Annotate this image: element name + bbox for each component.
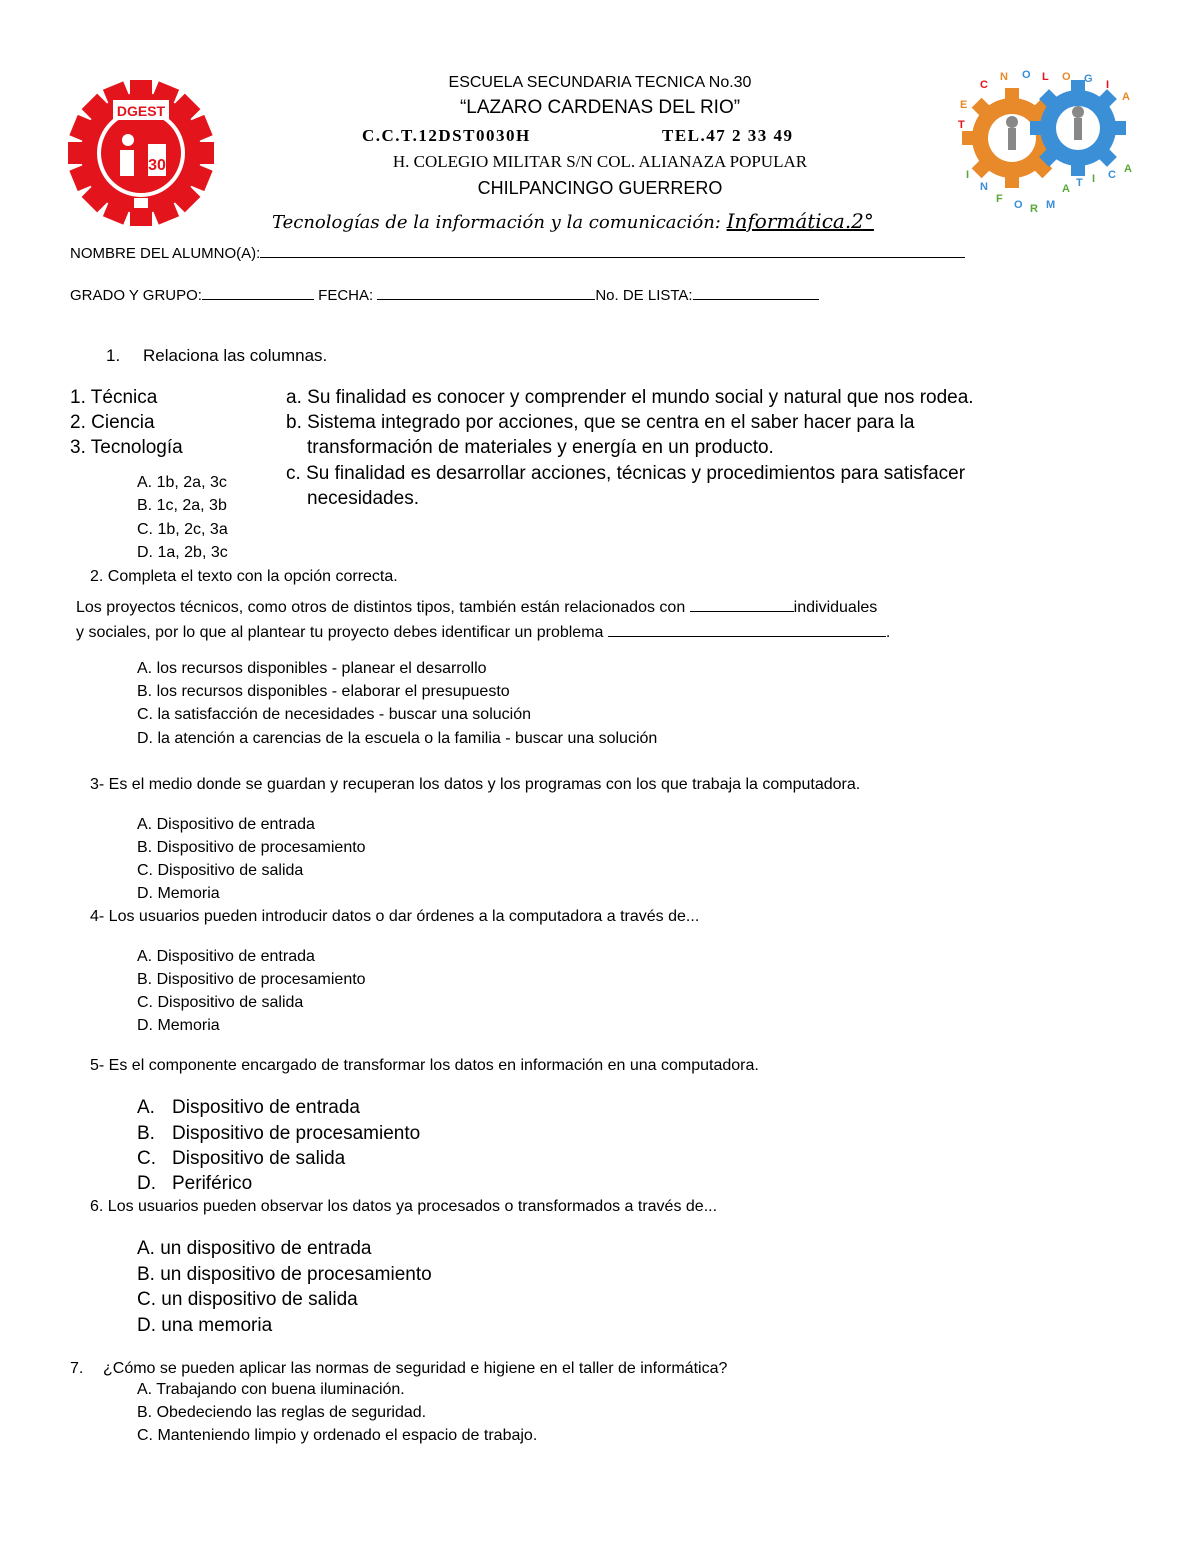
q2-option-a[interactable]: A. los recursos disponibles - planear el desarrollo bbox=[137, 660, 487, 677]
q2-prompt: 2. Completa el texto con la opción correcta. bbox=[90, 568, 398, 585]
svg-text:A: A bbox=[1062, 183, 1070, 195]
svg-text:30: 30 bbox=[148, 157, 166, 174]
svg-text:A: A bbox=[1122, 91, 1130, 103]
q5-option-d[interactable]: D. Periférico bbox=[137, 1173, 253, 1194]
school-title: “LAZARO CARDENAS DEL RIO” bbox=[459, 97, 741, 118]
cct-code: C.C.T.12DST0030H bbox=[362, 126, 531, 145]
q1-option-b[interactable]: B. 1c, 2a, 3b bbox=[137, 497, 227, 514]
q3-option-b[interactable]: B. Dispositivo de procesamiento bbox=[137, 839, 366, 856]
svg-text:N: N bbox=[980, 181, 988, 193]
q1-right-a: a. Su finalidad es conocer y comprender el mundo social y natural que nos rodea. bbox=[286, 387, 974, 408]
q5-option-b[interactable]: B. Dispositivo de procesamiento bbox=[137, 1123, 421, 1144]
svg-text:L: L bbox=[1042, 71, 1049, 83]
svg-text:O: O bbox=[1062, 71, 1071, 83]
svg-text:R: R bbox=[1030, 203, 1038, 215]
svg-text:O: O bbox=[1022, 69, 1031, 81]
q7-option-b[interactable]: B. Obedeciendo las reglas de seguridad. bbox=[137, 1404, 427, 1421]
school-name: ESCUELA SECUNDARIA TECNICA No.30 bbox=[448, 74, 752, 91]
svg-text:A: A bbox=[1124, 163, 1132, 175]
q2-text-line2: y sociales, por lo que al plantear tu proyecto debes identificar un problema . bbox=[76, 624, 891, 641]
svg-text:I: I bbox=[1106, 79, 1110, 91]
q2-option-d[interactable]: D. la atención a carencias de la escuela o la familia - buscar una solución bbox=[137, 730, 658, 747]
q2-blank-2[interactable] bbox=[608, 622, 886, 637]
student-name-field[interactable]: NOMBRE DEL ALUMNO(A): bbox=[70, 243, 965, 262]
q7-prompt: ¿Cómo se pueden aplicar las normas de seguridad e higiene en el taller de informática? bbox=[103, 1360, 728, 1377]
q1-left-1: 1. Técnica bbox=[70, 387, 158, 408]
q6-option-d[interactable]: D. una memoria bbox=[137, 1315, 273, 1336]
q7-option-a[interactable]: A. Trabajando con buena iluminación. bbox=[137, 1381, 405, 1398]
svg-text:T: T bbox=[958, 119, 965, 131]
q3-option-c[interactable]: C. Dispositivo de salida bbox=[137, 862, 304, 879]
q4-option-d[interactable]: D. Memoria bbox=[137, 1017, 220, 1034]
q3-prompt: 3- Es el medio donde se guardan y recuperan los datos y los programas con los que trabaja la computadora. bbox=[90, 776, 861, 793]
q1-right-c: c. Su finalidad es desarrollar acciones, técnicas y procedimientos para satisfacer bbox=[286, 463, 966, 484]
subject-line bbox=[272, 209, 874, 233]
svg-text:I: I bbox=[1092, 173, 1096, 185]
q5-prompt: 5- Es el componente encargado de transformar los datos en información en una computadora. bbox=[90, 1057, 759, 1074]
q1-right-c-cont: necesidades. bbox=[307, 488, 419, 509]
school-logo bbox=[68, 80, 214, 226]
date-label: FECHA: bbox=[318, 287, 374, 304]
q7-number: 7. bbox=[70, 1360, 84, 1377]
q3-option-a[interactable]: A. Dispositivo de entrada bbox=[137, 816, 315, 833]
date-blank[interactable] bbox=[377, 285, 595, 300]
grade-blank[interactable] bbox=[202, 285, 314, 300]
q2-text-line1: Los proyectos técnicos, como otros de distintos tipos, también están relacionados con individuales bbox=[76, 599, 878, 616]
q1-right-b: b. Sistema integrado por acciones, que se centra en el saber hacer para la bbox=[286, 412, 915, 433]
list-no-blank[interactable] bbox=[693, 285, 819, 300]
q6-prompt: 6. Los usuarios pueden observar los datos ya procesados o transformados a través de... bbox=[90, 1198, 718, 1215]
q1-left-2: 2. Ciencia bbox=[70, 412, 155, 433]
phone: TEL.47 2 33 49 bbox=[662, 126, 794, 145]
subject-name: Informática.2° bbox=[726, 209, 874, 233]
svg-text:T: T bbox=[1076, 177, 1083, 189]
q5-option-a[interactable]: A. Dispositivo de entrada bbox=[137, 1097, 360, 1118]
city: CHILPANCINGO GUERRERO bbox=[477, 178, 723, 198]
q1-number: 1. bbox=[106, 346, 121, 365]
q1-option-a[interactable]: A. 1b, 2a, 3c bbox=[137, 474, 227, 491]
svg-text:C: C bbox=[980, 79, 988, 91]
svg-text:C: C bbox=[1108, 169, 1116, 181]
q3-option-d[interactable]: D. Memoria bbox=[137, 885, 220, 902]
q2-option-c[interactable]: C. la satisfacción de necesidades - buscar una solución bbox=[137, 706, 532, 723]
q1-prompt: Relaciona las columnas. bbox=[143, 346, 328, 365]
svg-text:O: O bbox=[1014, 199, 1023, 211]
grade-group-field[interactable]: GRADO Y GRUPO: FECHA: No. DE LISTA: bbox=[70, 285, 819, 304]
q1-option-c[interactable]: C. 1b, 2c, 3a bbox=[137, 521, 228, 538]
subject-prefix: Tecnologías de la información y la comunicación: bbox=[272, 212, 721, 233]
q6-option-a[interactable]: A. un dispositivo de entrada bbox=[137, 1238, 372, 1259]
q1-left-3: 3. Tecnología bbox=[70, 437, 183, 458]
q2-option-b[interactable]: B. los recursos disponibles - elaborar el presupuesto bbox=[137, 683, 510, 700]
q4-option-b[interactable]: B. Dispositivo de procesamiento bbox=[137, 971, 366, 988]
list-no-label: No. DE LISTA: bbox=[595, 287, 693, 304]
address: H. COLEGIO MILITAR S/N COL. ALIANAZA POPULAR bbox=[392, 152, 808, 171]
q4-prompt: 4- Los usuarios pueden introducir datos o dar órdenes a la computadora a través de... bbox=[90, 908, 700, 925]
svg-text:G: G bbox=[1084, 73, 1093, 85]
svg-text:F: F bbox=[996, 193, 1003, 205]
svg-text:I: I bbox=[966, 169, 970, 181]
q7-option-c[interactable]: C. Manteniendo limpio y ordenado el espacio de trabajo. bbox=[137, 1427, 538, 1444]
svg-text:E: E bbox=[960, 99, 968, 111]
q1-option-d[interactable]: D. 1a, 2b, 3c bbox=[137, 544, 228, 561]
q2-blank-1[interactable] bbox=[690, 597, 794, 612]
svg-text:DGEST: DGEST bbox=[116, 103, 166, 119]
student-name-blank[interactable] bbox=[260, 243, 965, 258]
q1-right-b-cont: transformación de materiales y energía en un producto. bbox=[307, 437, 774, 458]
q6-option-b[interactable]: B. un dispositivo de procesamiento bbox=[137, 1264, 432, 1285]
technology-logo bbox=[950, 66, 1140, 216]
q6-option-c[interactable]: C. un dispositivo de salida bbox=[137, 1289, 358, 1310]
svg-text:N: N bbox=[1000, 71, 1008, 83]
q4-option-c[interactable]: C. Dispositivo de salida bbox=[137, 994, 304, 1011]
q4-option-a[interactable]: A. Dispositivo de entrada bbox=[137, 948, 315, 965]
q5-option-c[interactable]: C. Dispositivo de salida bbox=[137, 1148, 346, 1169]
svg-text:M: M bbox=[1046, 199, 1056, 211]
